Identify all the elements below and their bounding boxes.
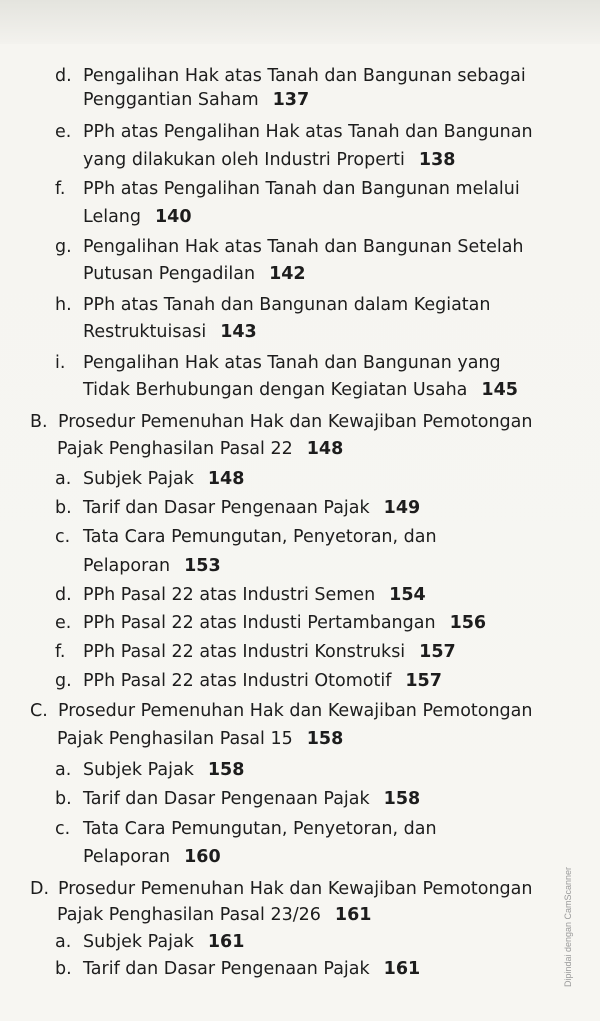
toc-title: Subjek Pajak bbox=[83, 932, 194, 952]
toc-entry bbox=[55, 351, 501, 375]
toc-title: Pelaporan bbox=[83, 847, 171, 867]
toc-marker: e. bbox=[55, 613, 72, 633]
toc-entry bbox=[55, 177, 520, 201]
toc-marker: C. bbox=[30, 701, 48, 721]
toc-title: yang dilakukan oleh Industri Properti bbox=[83, 150, 405, 170]
toc-title: Pajak Penghasilan Pasal 15 bbox=[57, 729, 293, 749]
toc-marker: h. bbox=[55, 295, 72, 315]
toc-marker: a. bbox=[55, 760, 72, 780]
toc-title: Prosedur Pemenuhan Hak dan Kewajiban Pemotongan bbox=[58, 701, 533, 721]
toc-title: Tata Cara Pemungutan, Penyetoran, dan bbox=[83, 527, 437, 547]
toc-page-number: 161 bbox=[207, 932, 245, 952]
toc-page-number: 142 bbox=[269, 264, 306, 284]
toc-title: PPh atas Pengalihan Tanah dan Bangunan melalui bbox=[83, 179, 520, 199]
toc-page-number: 156 bbox=[449, 613, 487, 633]
toc-entry-continuation bbox=[83, 148, 455, 172]
toc-entry-continuation bbox=[57, 727, 343, 751]
toc-entry-continuation bbox=[83, 845, 221, 869]
toc-page-number: 153 bbox=[184, 556, 221, 576]
toc-entry bbox=[55, 583, 426, 607]
toc-entry bbox=[55, 120, 533, 144]
toc-entry bbox=[55, 611, 486, 635]
toc-page-number: 157 bbox=[419, 642, 456, 662]
toc-entry bbox=[55, 669, 442, 693]
toc-page-number: 138 bbox=[418, 150, 456, 170]
toc-page-number: 158 bbox=[306, 729, 344, 749]
toc-entry bbox=[55, 957, 420, 981]
toc-entry-continuation bbox=[83, 554, 221, 578]
toc-entry bbox=[30, 877, 532, 901]
toc-entry bbox=[55, 640, 456, 664]
toc-page-number: 148 bbox=[207, 469, 245, 489]
toc-marker: c. bbox=[55, 527, 71, 547]
toc-marker: D. bbox=[30, 879, 50, 899]
toc-entry bbox=[55, 787, 420, 811]
toc-marker: B. bbox=[30, 412, 48, 432]
toc-title: Tarif dan Dasar Pengenaan Pajak bbox=[83, 789, 370, 809]
toc-entry bbox=[55, 525, 437, 549]
toc-page-number: 148 bbox=[306, 439, 344, 459]
toc-marker: g. bbox=[55, 671, 72, 691]
toc-page-number: 154 bbox=[389, 585, 426, 605]
toc-title: Pajak Penghasilan Pasal 22 bbox=[57, 439, 293, 459]
toc-page-number: 140 bbox=[155, 207, 192, 227]
toc-title: Tarif dan Dasar Pengenaan Pajak bbox=[83, 498, 370, 518]
toc-entry bbox=[30, 410, 532, 434]
toc-marker: c. bbox=[55, 819, 71, 839]
toc-title: PPh Pasal 22 atas Industri Konstruksi bbox=[83, 642, 406, 662]
toc-marker: a. bbox=[55, 932, 72, 952]
toc-entry bbox=[55, 467, 244, 491]
toc-marker: i. bbox=[55, 353, 66, 373]
toc-page-number: 161 bbox=[334, 905, 372, 925]
toc-title: Pengalihan Hak atas Tanah dan Bangunan yang bbox=[83, 353, 501, 373]
toc-title: Pajak Penghasilan Pasal 23/26 bbox=[57, 905, 321, 925]
toc-title: Penggantian Saham bbox=[83, 90, 259, 110]
toc-title: PPh Pasal 22 atas Industri Otomotif bbox=[83, 671, 392, 691]
toc-page-number: 160 bbox=[184, 847, 221, 867]
toc-title: Putusan Pengadilan bbox=[83, 264, 256, 284]
toc-title: Restruktuisasi bbox=[83, 322, 207, 342]
toc-entry bbox=[55, 64, 526, 88]
toc-title: PPh Pasal 22 atas Industi Pertambangan bbox=[83, 613, 436, 633]
toc-entry bbox=[30, 699, 532, 723]
toc-title: Lelang bbox=[83, 207, 141, 227]
toc-page-number: 157 bbox=[405, 671, 442, 691]
toc-title: Pengalihan Hak atas Tanah dan Bangunan Setelah bbox=[83, 237, 524, 257]
toc-page-number: 149 bbox=[383, 498, 421, 518]
toc-entry bbox=[55, 293, 490, 317]
toc-entry-continuation bbox=[83, 378, 518, 402]
toc-marker: g. bbox=[55, 237, 72, 257]
toc-title: Subjek Pajak bbox=[83, 469, 194, 489]
toc-entry bbox=[55, 930, 244, 954]
toc-entry bbox=[55, 235, 524, 259]
toc-entry bbox=[55, 817, 437, 841]
toc-page-number: 161 bbox=[383, 959, 421, 979]
toc-title: Prosedur Pemenuhan Hak dan Kewajiban Pemotongan bbox=[58, 412, 533, 432]
toc-title: Tata Cara Pemungutan, Penyetoran, dan bbox=[83, 819, 437, 839]
toc-entry-continuation bbox=[83, 262, 306, 286]
toc-marker: f. bbox=[55, 179, 66, 199]
toc-title: Pelaporan bbox=[83, 556, 171, 576]
toc-marker: e. bbox=[55, 122, 72, 142]
toc-entry-continuation bbox=[83, 205, 192, 229]
toc-title: PPh atas Tanah dan Bangunan dalam Kegiatan bbox=[83, 295, 491, 315]
toc-marker: d. bbox=[55, 66, 72, 86]
toc-entry-continuation bbox=[57, 437, 343, 461]
toc-title: Tarif dan Dasar Pengenaan Pajak bbox=[83, 959, 370, 979]
toc-marker: d. bbox=[55, 585, 72, 605]
toc-entry-continuation bbox=[57, 903, 371, 927]
toc-entry bbox=[55, 496, 420, 520]
camscanner-watermark bbox=[563, 850, 594, 1020]
toc-title: Prosedur Pemenuhan Hak dan Kewajiban Pemotongan bbox=[58, 879, 533, 899]
toc-title: Pengalihan Hak atas Tanah dan Bangunan sebagai bbox=[83, 66, 526, 86]
toc-title: Tidak Berhubungan dengan Kegiatan Usaha bbox=[83, 380, 468, 400]
toc-page-number: 158 bbox=[207, 760, 245, 780]
toc-marker: b. bbox=[55, 498, 72, 518]
toc-title: PPh atas Pengalihan Hak atas Tanah dan Bangunan bbox=[83, 122, 533, 142]
toc-page-number: 145 bbox=[481, 380, 518, 400]
toc-page-number: 137 bbox=[272, 90, 310, 110]
watermark-text: Dipindai dengan CamScanner bbox=[563, 866, 574, 988]
toc-entry-continuation bbox=[83, 320, 257, 344]
toc-marker: b. bbox=[55, 959, 72, 979]
toc-entry bbox=[55, 758, 244, 782]
toc-page-number: 158 bbox=[383, 789, 421, 809]
toc-title: PPh Pasal 22 atas Industri Semen bbox=[83, 585, 376, 605]
toc-marker: f. bbox=[55, 642, 66, 662]
toc-page-number: 143 bbox=[220, 322, 257, 342]
toc-marker: b. bbox=[55, 789, 72, 809]
toc-title: Subjek Pajak bbox=[83, 760, 194, 780]
toc-marker: a. bbox=[55, 469, 72, 489]
toc-entry-continuation bbox=[83, 88, 309, 112]
